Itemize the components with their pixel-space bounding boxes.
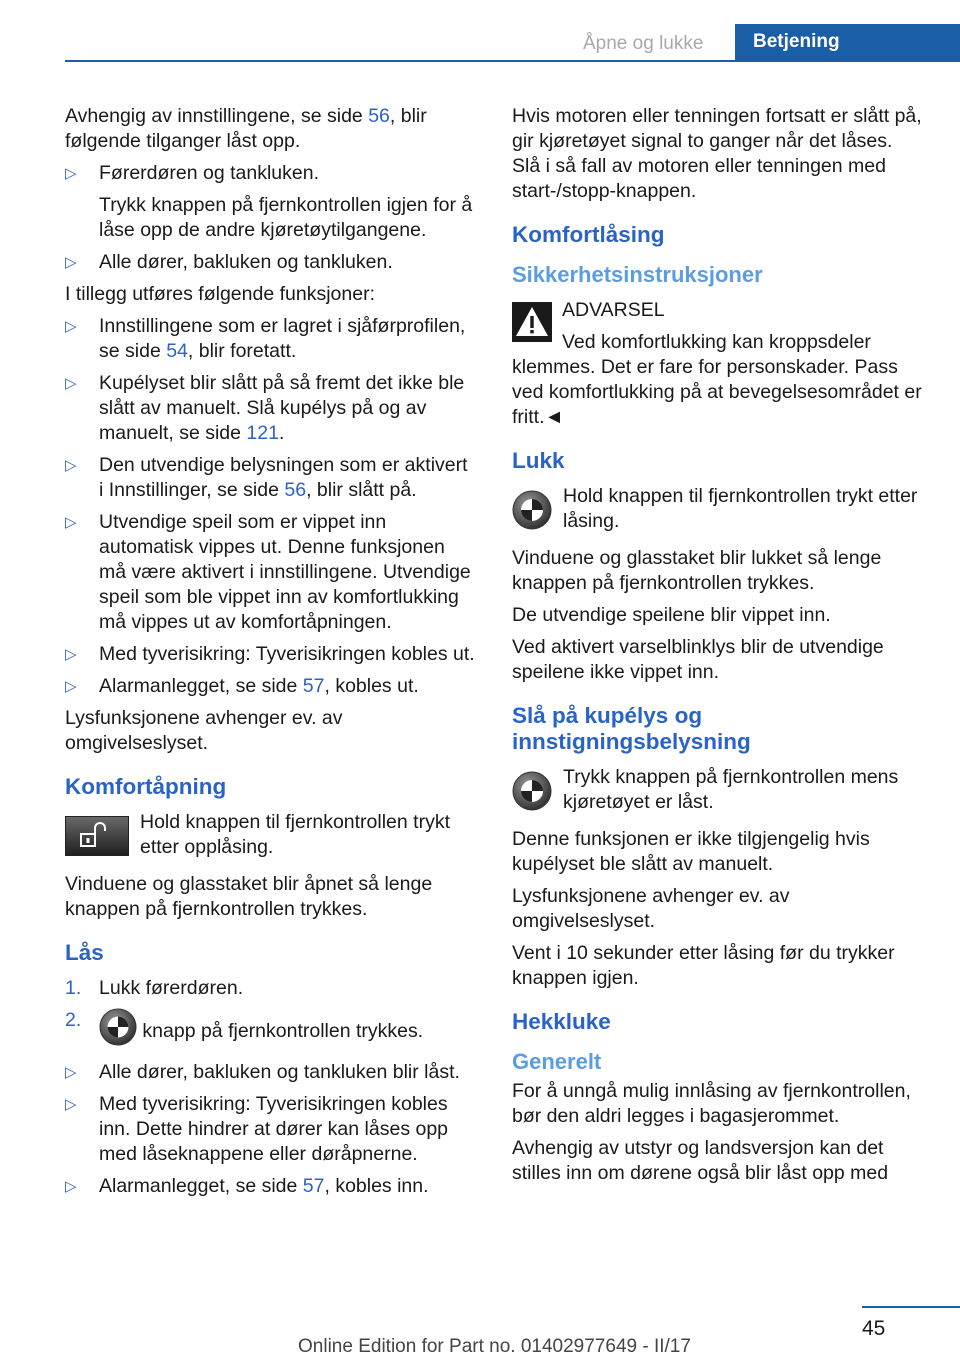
page-number: 45 [862,1317,886,1340]
warning-text: Ved komfortlukking kan kroppsdeler klemmes. Det er fare for personskader. Pass ved komfortlukking på at bevegelsesområdet er fritt.◄ [512,331,922,428]
list-item-text: Med tyverisikring: Tyverisikringen kobles ut. [99,643,475,665]
list-item-text-end: , kobles ut. [324,675,419,697]
lock-results-list [65,1060,477,1199]
kupe-instruction [512,765,926,815]
page-link[interactable]: 56 [284,479,307,501]
heading-generelt: Generelt [512,1049,602,1074]
kupe-text: Trykk knappen på fjernkontrollen mens kjøretøyet er låst. [563,766,899,813]
komfort-instruction [65,810,477,860]
intro-text: Avhengig av innstillingene, se side [65,105,369,127]
triangle-bullet-icon: ▷ [65,375,77,392]
page-link[interactable]: 57 [302,1175,325,1197]
komfort-text: Hold knappen til fjernkontrollen trykt etter opplåsing. [140,811,450,858]
bmw-logo-icon [512,771,552,818]
lukk-paragraph: Vinduene og glasstaket blir lukket så lenge knappen på fjernkontrollen trykkes. [512,547,882,594]
triangle-bullet-icon: ▷ [65,1096,77,1113]
komfort-windows: Vinduene og glasstaket blir åpnet så lenge knappen på fjernkontrollen trykkes. [65,873,433,920]
generelt-paragraph: For å unngå mulig innlåsing av fjernkontrollen, bør den aldri legges i bagasjerommet. [512,1080,911,1127]
heading-hekkluke: Hekkluke [512,1009,611,1034]
heading-komfortapning: Komfortåpning [65,774,227,799]
triangle-bullet-icon: ▷ [65,678,77,695]
bmw-logo-icon [99,1008,137,1053]
list-item-text: Utvendige speil som er vippet inn automatisk vippes ut. Denne funksjonen må være aktivert i innstillingene. Utvendige speil som ble vippet inn av komfortlukking må vippes ut av komfortåpningen. [99,511,471,633]
step-text: knapp på fjernkontrollen trykkes. [137,1020,424,1042]
extra-intro: I tillegg utføres følgende funksjoner: [65,283,375,305]
heading-sikkerhet: Sikkerhetsinstruksjoner [512,262,763,287]
list-item-text: Med tyverisikring: Tyverisikringen kobles inn. Dette hindrer at dører kan låses opp med låseknappene eller døråpnerne. [99,1093,449,1165]
list-item-text: Den utvendige belysningen som er aktivert i Innstillinger, se side [99,454,468,501]
page-link[interactable]: 54 [166,340,188,362]
right-column [512,104,926,1193]
step-text: Lukk førerdøren. [99,977,244,999]
light-note: Lysfunksjonene avhenger ev. av omgivelseslyset. [65,707,343,754]
list-item-text-end: . [278,422,285,444]
left-column [65,104,477,1206]
page-header [65,24,960,62]
triangle-bullet-icon: ▷ [65,457,77,474]
list-item-text-end: , blir slått på. [306,479,417,501]
lock-steps [65,976,477,1053]
page-link[interactable]: 56 [368,105,390,127]
page-link[interactable]: 121 [246,422,279,444]
triangle-bullet-icon: ▷ [65,254,77,271]
header-rule [65,60,960,62]
list-item-subtext: Trykk knappen på fjernkontrollen igjen for å låse opp de andre kjøretøytilgangene. [99,194,473,241]
warning-block [512,298,926,430]
list-item-text-end: , blir foretatt. [187,340,297,362]
footer-edition: Online Edition for Part no. 01402977649 - II/17 [298,1336,691,1357]
list-item [65,371,477,446]
step-item [65,976,477,1001]
warning-triangle-icon [512,302,552,342]
triangle-bullet-icon: ▷ [65,1064,77,1081]
triangle-bullet-icon: ▷ [65,318,77,335]
list-item [65,250,477,275]
intro-text-end: , blir følgende tilganger låst opp. [65,105,427,152]
kupe-paragraph: Vent i 10 sekunder etter låsing før du trykker knappen igjen. [512,942,895,989]
step-number: 2. [65,1009,82,1031]
step-item [65,1008,477,1053]
list-item-text: Førerdøren og tankluken. [99,162,320,184]
warning-title: ADVARSEL [562,299,665,321]
list-item [65,1060,477,1085]
list-item [65,1092,477,1167]
list-item-text: Innstillingene som er lagret i sjåførprofilen, se side [99,315,466,362]
list-item-text: Alle dører, bakluken og tankluken. [99,251,393,273]
list-item [65,453,477,503]
unlock-list [65,161,477,275]
list-item-text-end: , kobles inn. [324,1175,429,1197]
triangle-bullet-icon: ▷ [65,514,77,531]
list-item [65,674,477,699]
list-item-text: Alle dører, bakluken og tankluken blir låst. [99,1061,460,1083]
right-intro: Hvis motoren eller tenningen fortsatt er slått på, gir kjøretøyet signal to ganger når det låses. Slå i så fall av motoren eller tenningen med start-/stopp-knappen. [512,105,922,202]
lukk-paragraph: Ved aktivert varselblinklys blir de utvendige speilene ikke vippet inn. [512,636,884,683]
list-item-text: Kupélyset blir slått på så fremt det ikke ble slått av manuelt. Slå kupélys på og av manuelt, se side [99,372,465,444]
triangle-bullet-icon: ▷ [65,1178,77,1195]
bmw-logo-icon [512,490,552,537]
heading-las: Lås [65,940,104,965]
triangle-bullet-icon: ▷ [65,165,77,182]
lukk-instruction [512,484,926,534]
intro-paragraph [65,104,477,154]
kupe-paragraph: Lysfunksjonene avhenger ev. av omgivelseslyset. [512,885,790,932]
lukk-text: Hold knappen til fjernkontrollen trykt etter låsing. [563,485,918,532]
unlock-button-icon [65,816,129,863]
functions-list [65,314,477,699]
footer-rule [862,1306,960,1308]
list-item [65,642,477,667]
page-link[interactable]: 57 [302,675,325,697]
list-item [65,314,477,364]
list-item [65,510,477,635]
list-item [65,1174,477,1199]
generelt-paragraph: Avhengig av utstyr og landsversjon kan det stilles inn om dørene også blir låst opp med [512,1137,889,1184]
heading-komfortlasing: Komfortlåsing [512,222,665,247]
heading-lukk: Lukk [512,448,565,473]
list-item-text: Alarmanlegget, se side [99,675,303,697]
header-section-tab[interactable]: Åpne og lukke [583,33,704,54]
header-chapter-tab[interactable]: Betjening [735,24,960,60]
list-item [65,161,477,243]
list-item-text: Alarmanlegget, se side [99,1175,303,1197]
kupe-paragraph: Denne funksjonen er ikke tilgjengelig hvis kupélyset ble slått av manuelt. [512,828,870,875]
step-number: 1. [65,977,82,999]
lukk-paragraph: De utvendige speilene blir vippet inn. [512,604,831,626]
heading-kupelys: Slå på kupélys og innstigningsbelysning [512,703,751,754]
triangle-bullet-icon: ▷ [65,646,77,663]
